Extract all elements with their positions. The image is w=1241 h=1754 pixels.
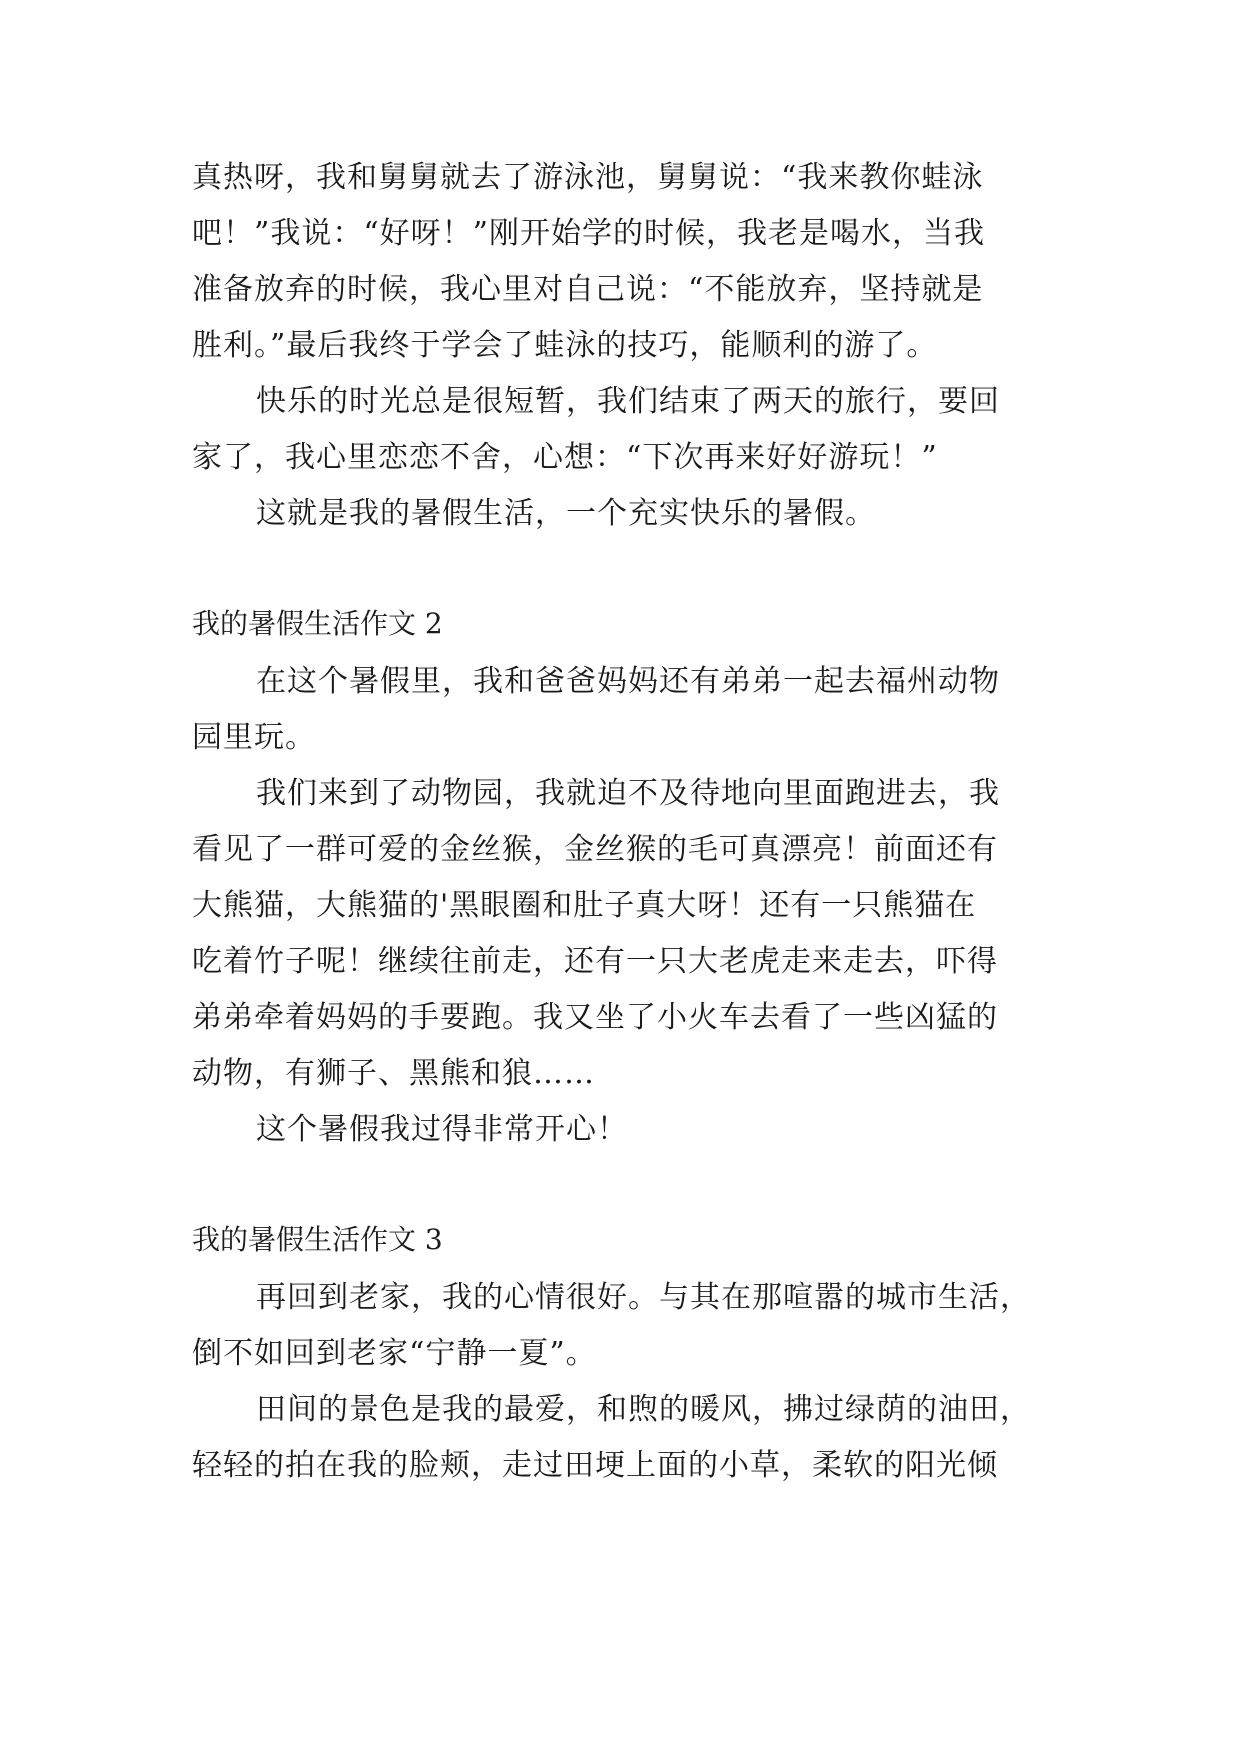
text-line: 真热呀，我和舅舅就去了游泳池，舅舅说：“我来教你蛙泳 — [192, 160, 984, 195]
text-line: 弟弟牵着妈妈的手要跑。我又坐了小火车去看了一些凶猛的 — [192, 1000, 998, 1035]
text-line: 这就是我的暑假生活，一个充实快乐的暑假。 — [256, 496, 876, 531]
essay-title-2: 我的暑假生活作文 2 — [192, 607, 443, 640]
text-line: 看见了一群可爱的金丝猴，金丝猴的毛可真漂亮！前面还有 — [192, 832, 998, 867]
text-line: 动物，有狮子、黑熊和狼…… — [192, 1056, 595, 1091]
text-line: 大熊猫，大熊猫的'黑眼圈和肚子真大呀！还有一只熊猫在 — [192, 888, 977, 923]
text-line: 胜利。”最后我终于学会了蛙泳的技巧，能顺利的游了。 — [192, 328, 938, 363]
text-line: 吧！”我说：“好呀！”刚开始学的时候，我老是喝水，当我 — [192, 216, 986, 251]
text-line: 在这个暑假里，我和爸爸妈妈还有弟弟一起去福州动物 — [256, 664, 1000, 699]
text-line: 这个暑假我过得非常开心！ — [256, 1112, 628, 1147]
text-line: 再回到老家，我的心情很好。与其在那喧嚣的城市生活， — [256, 1280, 1031, 1315]
text-line: 倒不如回到老家“宁静一夏”。 — [192, 1336, 597, 1371]
text-line: 吃着竹子呢！继续往前走，还有一只大老虎走来走去，吓得 — [192, 944, 998, 979]
text-line: 家了，我心里恋恋不舍，心想：“下次再来好好游玩！” — [192, 440, 938, 475]
text-line: 园里玩。 — [192, 720, 316, 755]
text-line: 轻轻的拍在我的脸颊，走过田埂上面的小草，柔软的阳光倾 — [192, 1448, 998, 1483]
text-line: 我们来到了动物园，我就迫不及待地向里面跑进去，我 — [256, 776, 1000, 811]
essay-title-3: 我的暑假生活作文 3 — [192, 1223, 443, 1256]
text-line: 准备放弃的时候，我心里对自己说：“不能放弃，坚持就是 — [192, 272, 984, 307]
text-line: 快乐的时光总是很短暂，我们结束了两天的旅行，要回 — [256, 384, 1000, 419]
text-line: 田间的景色是我的最爱，和煦的暖风，拂过绿荫的油田， — [256, 1392, 1031, 1427]
